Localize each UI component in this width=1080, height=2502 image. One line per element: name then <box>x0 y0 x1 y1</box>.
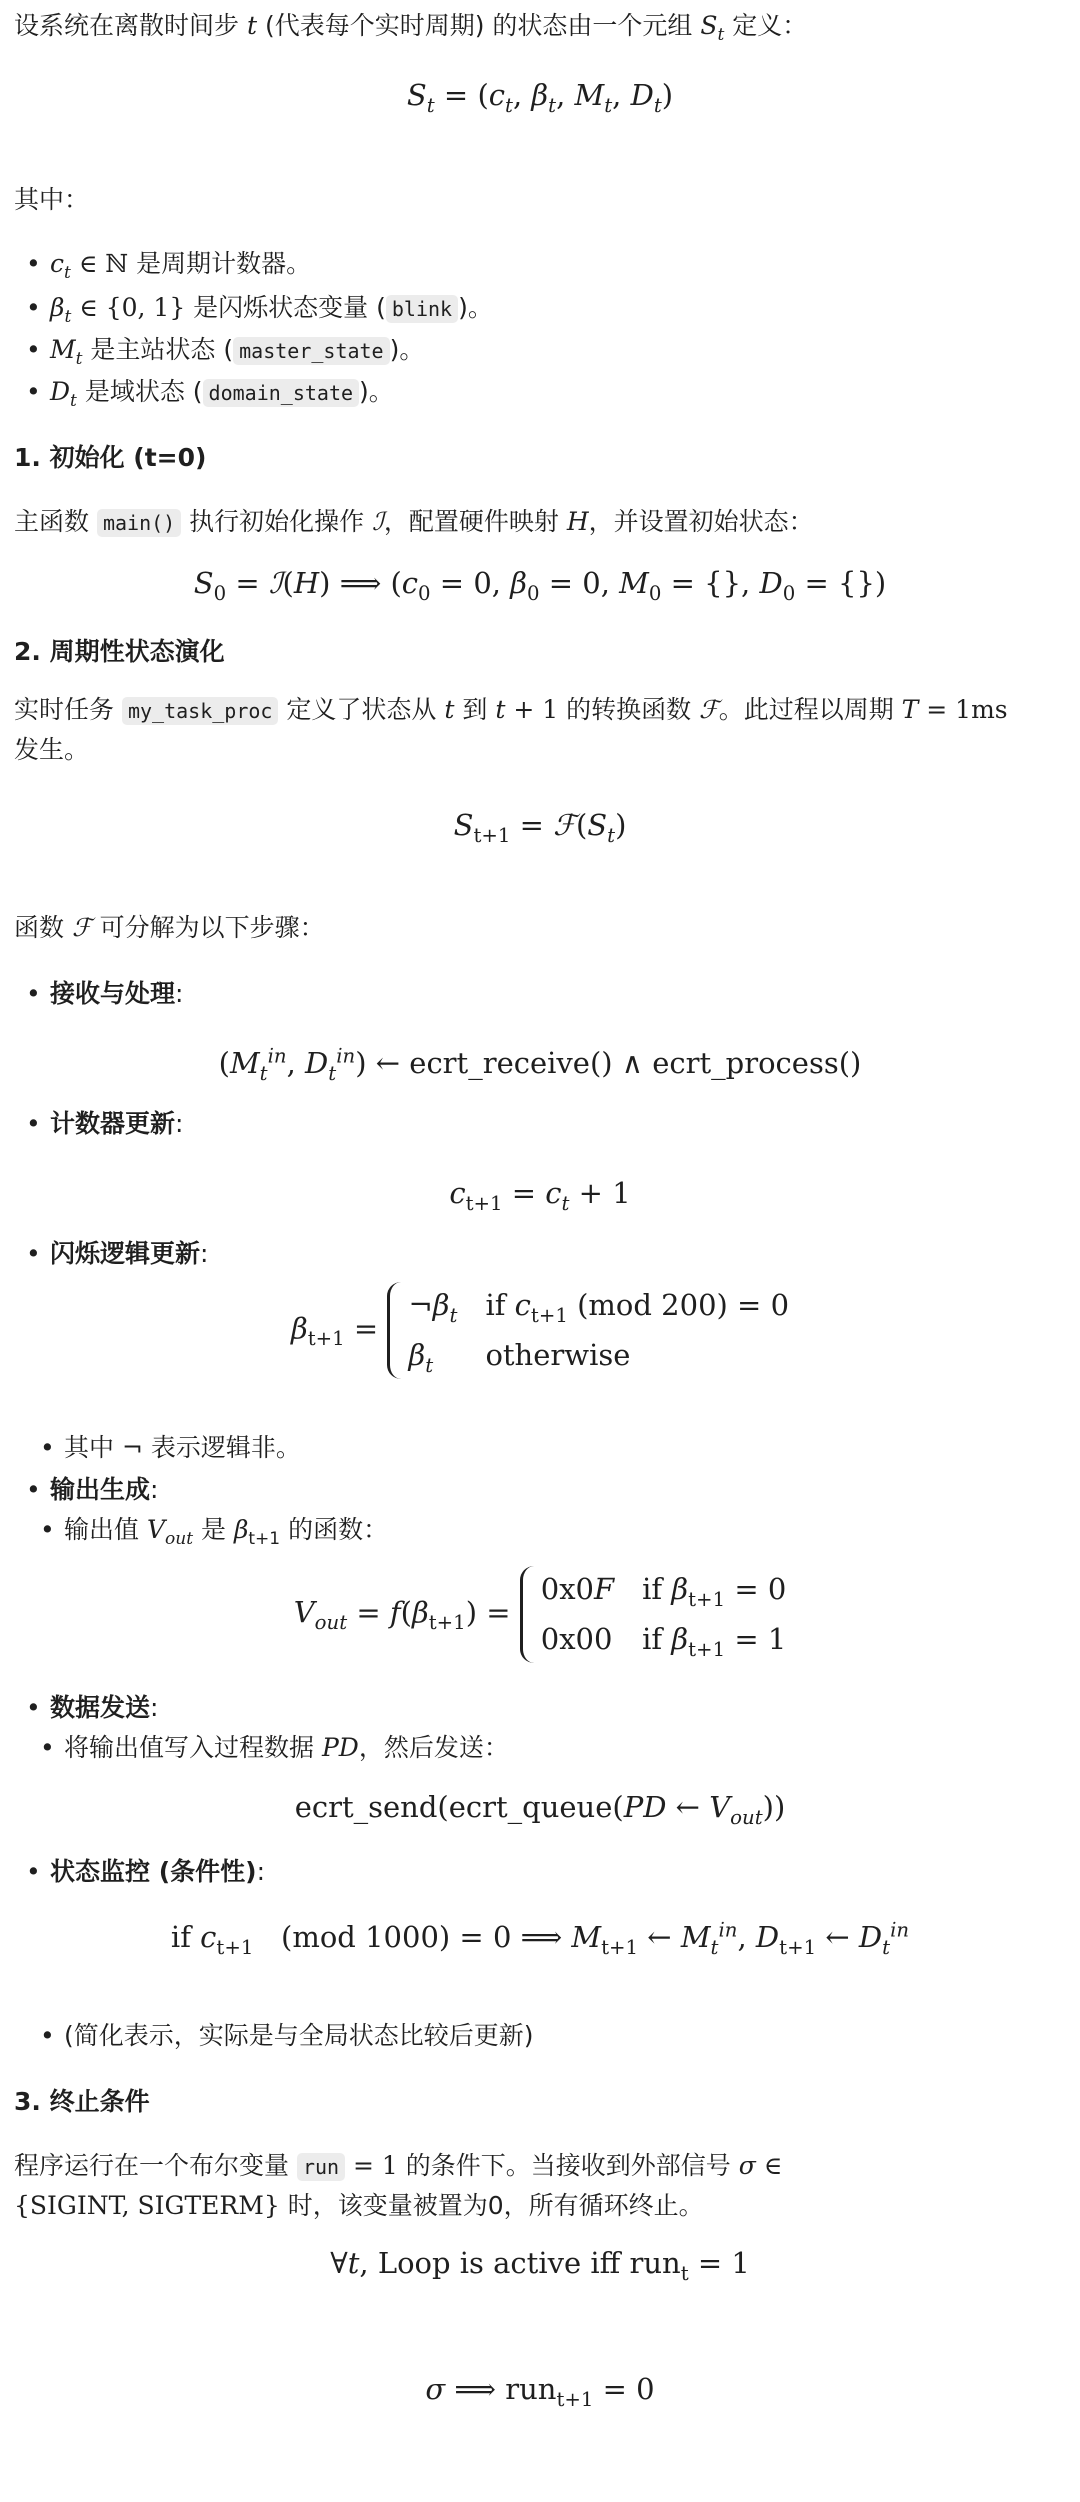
code-blink: blink <box>386 295 458 323</box>
init-paragraph: 主函数 main() 执行初始化操作 ℐ，配置硬件映射 H，并设置初始状态： <box>14 507 814 536</box>
state-tuple-formula: $S_t = (c_t$, $\beta_t$, $M_t$, $D_t$) <box>406 78 674 117</box>
section-heading-init: 1. 初始化 (t=0) <box>14 443 207 472</box>
code-task-proc: my_task_proc <box>122 697 279 725</box>
counter-formula: $c_{t+1} = c_t + 1$ <box>449 1176 631 1215</box>
output-cases: 0x0F if $\beta_{t+1} = 0$ 0x00 if $\beta_{t+1} = 1$ <box>520 1566 787 1663</box>
signal-formula: σ ⟹ run$_{t+1}$ = 0 <box>425 2372 655 2411</box>
intro-text: 定义： <box>724 11 808 40</box>
blink-cases: $\neg\beta_t$ if $c_{t+1}$ (mod 200) = 0 $\beta_t$ otherwise <box>387 1282 789 1379</box>
termination-paragraph: 程序运行在一个布尔变量 run = 1 的条件下。当接收到外部信号 σ ∈ {SIGINT, SIGTERM} 时，该变量被置为0，所有循环终止。 <box>14 2151 783 2220</box>
intro-paragraph: 设系统在离散时间步 t (代表每个实时周期) 的状态由一个元组 $S_t$ 定义： <box>14 11 808 45</box>
step-monitor: • 状态监控 (条件性): <box>50 1852 1040 1892</box>
decompose-paragraph: 函数 ℱ 可分解为以下步骤： <box>14 913 325 942</box>
step-output: • 输出生成: <box>50 1470 1040 1510</box>
blink-formula: $\beta_{t+1}$ = $\neg\beta_t$ if $c_{t+1}$ (mod 200) = 0 $\beta_t$ otherwise <box>0 1282 1080 1379</box>
send-formula: ecrt_send(ecrt_queue(PD ← $V_{out}$)) <box>294 1790 786 1829</box>
step-receive: • 接收与处理: <box>50 974 1040 1014</box>
where-label: 其中： <box>14 185 90 214</box>
step-send: • 数据发送: <box>50 1688 1040 1728</box>
evolution-paragraph: 实时任务 my_task_proc 定义了状态从 t 到 t + 1 的转换函数 ℱ。此过程以周期 T = 1ms 发生。 <box>14 695 1008 764</box>
section-heading-termination: 3. 终止条件 <box>14 2087 150 2116</box>
intro-text: (代表每个实时周期) 的状态由一个元组 <box>257 11 701 40</box>
output-formula: $V_{out} = f(\beta_{t+1})$ = 0x0F if $\beta_{t+1} = 0$ 0x00 if $\beta_{t+1} = 1$ <box>0 1566 1080 1663</box>
code-main: main() <box>97 509 181 537</box>
intro-text: 设系统在离散时间步 <box>14 11 247 40</box>
step-blink: • 闪烁逻辑更新: <box>50 1234 1040 1274</box>
code-master-state: master_state <box>233 337 390 365</box>
transition-formula: $S_{t+1}$ = $ℱ(S_t)$ <box>453 808 627 847</box>
def-item: • $c_t$ ∈ ℕ 是周期计数器。 <box>50 244 1040 284</box>
send-desc: • 将输出值写入过程数据 PD，然后发送： <box>64 1728 1040 1768</box>
output-desc: • 输出值 $V_{out}$ 是 $\beta_{t+1}$ 的函数： <box>64 1510 1040 1550</box>
code-run: run <box>297 2153 345 2181</box>
def-item: • $\beta_t$ ∈ {0, 1} 是闪烁状态变量 ( blink )。 <box>50 288 1040 328</box>
init-formula: $S_0$ = ℐ(H) ⟹ ($c_0 = 0$, $\beta_0 = 0$, $M_0$ = {}, $D_0$ = {}) <box>193 566 887 605</box>
step-counter: • 计数器更新: <box>50 1104 1040 1144</box>
loop-formula: ∀t, Loop is active iff run$_t$ = 1 <box>330 2246 750 2285</box>
code-domain-state: domain_state <box>203 379 360 407</box>
monitor-note: • (简化表示，实际是与全局状态比较后更新) <box>64 2016 1040 2056</box>
section-heading-evolution: 2. 周期性状态演化 <box>14 637 225 666</box>
monitor-formula: if $c_{t+1}$ (mod 1000) = 0 ⟹ $M_{t+1}$ ← $M_t^{in}$, $D_{t+1}$ ← $D_t^{in}$ <box>170 1918 910 1959</box>
def-item: • $M_t$ 是主站状态 ( master_state )。 <box>50 330 1040 370</box>
not-note: • 其中 ¬ 表示逻辑非。 <box>64 1428 1040 1468</box>
def-item: • $D_t$ 是域状态 ( domain_state )。 <box>50 372 1040 412</box>
receive-formula: ($M_t^{in}$, $D_t^{in}$) ← ecrt_receive() ∧ ecrt_process() <box>218 1044 862 1085</box>
